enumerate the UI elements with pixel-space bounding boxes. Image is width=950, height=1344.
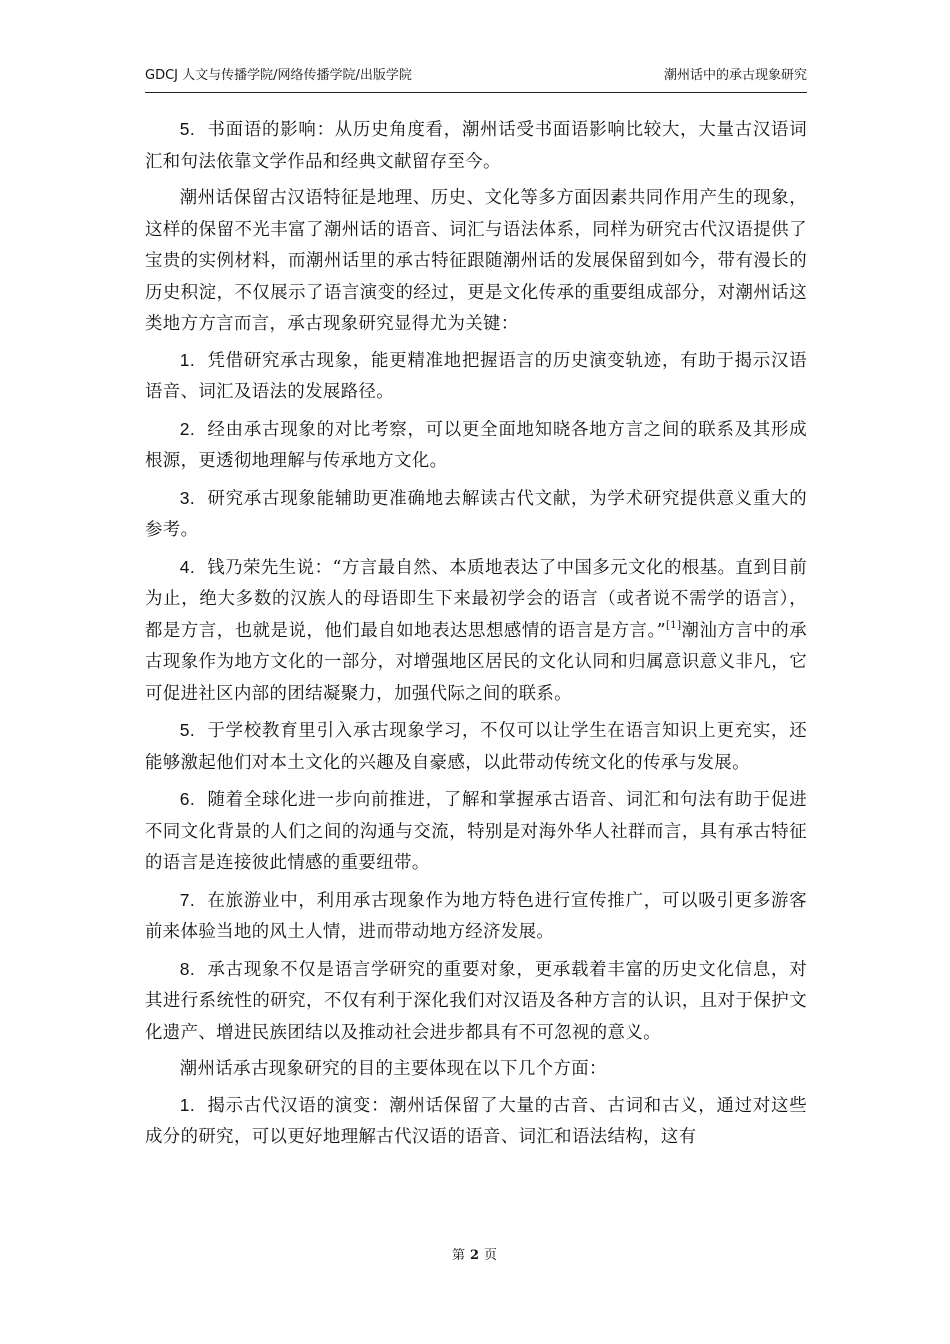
- list-number: 8.: [179, 958, 196, 979]
- paragraph-point-3: [145, 483, 807, 547]
- paragraph-text: 研究承古现象能辅助更准确地去解读古代文献，为学术研究提供意义重大的参考。: [145, 488, 807, 540]
- page-footer: [0, 1244, 950, 1263]
- paragraph-point-4: [145, 552, 807, 711]
- paragraph-point-7: [145, 885, 807, 949]
- paragraph-purpose-intro: [145, 1054, 807, 1086]
- paragraph-point-1: [145, 345, 807, 409]
- header-title: 潮州话中的承古现象研究: [663, 68, 807, 83]
- list-number: 5.: [179, 720, 196, 740]
- paragraph-point-5: [145, 715, 807, 779]
- list-number: 2.: [179, 418, 196, 439]
- list-number: 4.: [179, 556, 196, 577]
- paragraph-text: 凭借研究承古现象，能更精准地把握语言的历史演变轨迹，有助于揭示汉语语音、词汇及语法的发展路径。: [145, 350, 807, 402]
- document-body: [145, 114, 807, 1159]
- page-number: 2: [469, 1248, 481, 1263]
- header-institution: GDCJ 人文与传播学院/网络传播学院/出版学院: [145, 68, 412, 83]
- paragraph-text: 经由承古现象的对比考察，可以更全面地知晓各地方言之间的联系及其形成根源，更透彻地理解与传承地方文化。: [145, 419, 807, 471]
- paragraph-summary: [145, 183, 807, 341]
- footer-suffix: 页: [484, 1248, 499, 1263]
- paragraph-text: 潮州话保留古汉语特征是地理、历史、文化等多方面因素共同作用产生的现象，这样的保留不光丰富了潮州话的语音、词汇与语法体系，同样为研究古代汉语提供了宝贵的实例材料，而潮州话里的承古特征跟随潮州话的发展保留到如今，带有漫长的历史积淀，不仅展示了语言演变的经过，更是文化传承的重要组成部分，对潮州话这类地方方言而言，承古现象研究显得尤为关键：: [145, 188, 807, 334]
- page-header: [145, 66, 807, 93]
- list-number: 6.: [179, 789, 196, 809]
- list-number: 3.: [179, 487, 196, 508]
- paragraph-text: 随着全球化进一步向前推进，了解和掌握承古语音、词汇和句法有助于促进不同文化背景的人们之间的沟通与交流，特别是对海外华人社群而言，具有承古特征的语言是连接彼此情感的重要纽带。: [145, 790, 807, 873]
- paragraph-text: 潮州话承古现象研究的目的主要体现在以下几个方面：: [179, 1059, 607, 1079]
- list-number: 1.: [179, 1094, 196, 1115]
- paragraph-quote: 钱乃荣先生说：“方言最自然、本质地表达了中国多元文化的根基。直到目前为止，绝大多数的汉族人的母语即生下来最初学会的语言（或者说不需学的语言），都是方言，也就是说，他们最自如地表达思想感情的语言是方言。”: [145, 557, 807, 641]
- list-number: 5.: [179, 119, 196, 139]
- paragraph-text: 潮汕方言中的承古现象作为地方文化的一部分，对增强地区居民的文化认同和归属意识意义非凡，它可促进社区内部的团结凝聚力，加强代际之间的联系。: [145, 620, 807, 704]
- paragraph-written-language: [145, 114, 807, 178]
- citation-reference: [1]: [666, 619, 682, 631]
- paragraph-text: 于学校教育里引入承古现象学习，不仅可以让学生在语言知识上更充实，还能够激起他们对本土文化的兴趣及自豪感，以此带动传统文化的传承与发展。: [145, 721, 807, 773]
- list-number: 7.: [179, 889, 196, 910]
- paragraph-purpose-1: [145, 1090, 807, 1154]
- paragraph-text: 书面语的影响：从历史角度看，潮州话受书面语影响比较大，大量古汉语词汇和句法依靠文学作品和经典文献留存至今。: [145, 120, 807, 172]
- paragraph-text: 在旅游业中，利用承古现象作为地方特色进行宣传推广，可以吸引更多游客前来体验当地的风土人情，进而带动地方经济发展。: [145, 890, 807, 942]
- paragraph-text: 揭示古代汉语的演变：潮州话保留了大量的古音、古词和古义，通过对这些成分的研究，可以更好地理解古代汉语的语音、词汇和语法结构，这有: [145, 1095, 807, 1147]
- paragraph-point-6: [145, 784, 807, 880]
- paragraph-point-2: [145, 414, 807, 478]
- paragraph-point-8: [145, 954, 807, 1050]
- footer-prefix: 第: [451, 1248, 466, 1263]
- list-number: 1.: [179, 349, 196, 370]
- paragraph-text: 承古现象不仅是语言学研究的重要对象，更承载着丰富的历史文化信息，对其进行系统性的研究，不仅有利于深化我们对汉语及各种方言的认识，且对于保护文化遗产、增进民族团结以及推动社会进步都具有不可忽视的意义。: [145, 959, 807, 1043]
